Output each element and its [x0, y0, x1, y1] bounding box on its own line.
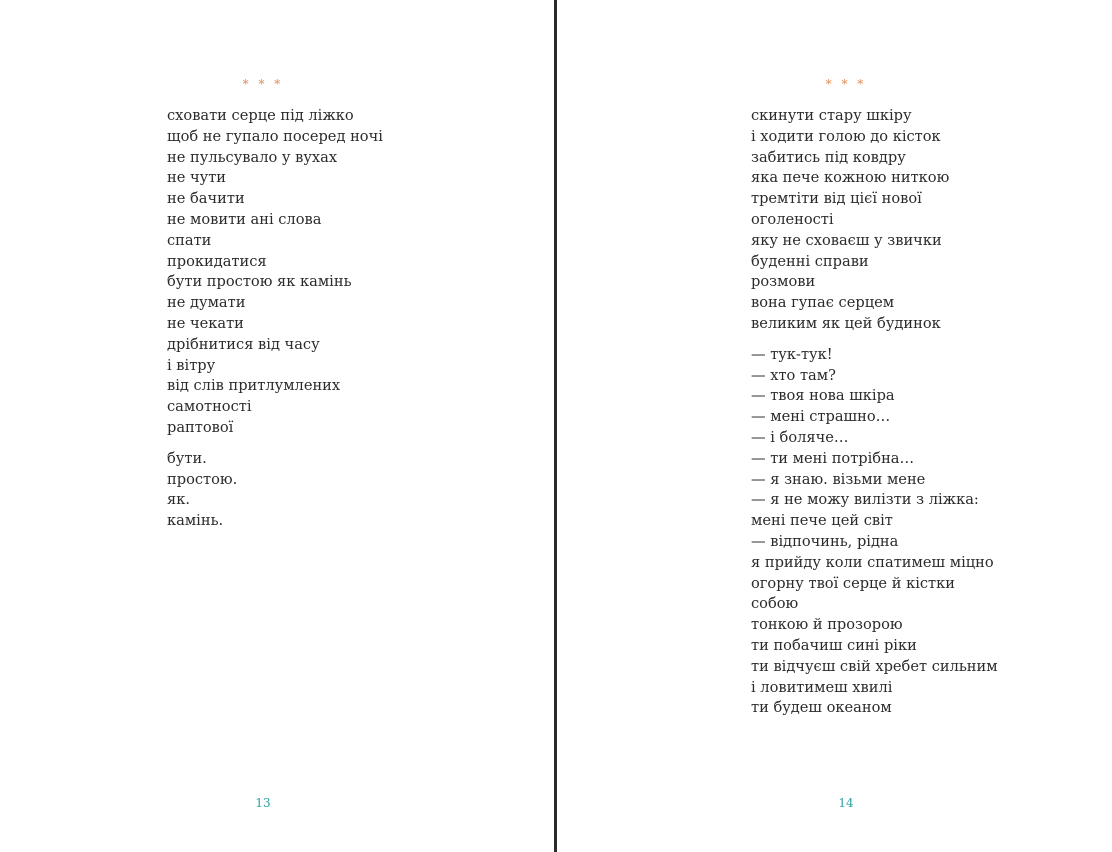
left-page [0, 0, 554, 852]
poem-line: — і боляче… [751, 428, 849, 446]
poem-line: скинути стару шкіру [751, 107, 912, 124]
poem-line: від слів притлумлених [167, 377, 341, 395]
poem-line: великим як цей будинок [751, 314, 941, 332]
poem-line: — я знаю. візьми мене [751, 470, 926, 488]
poem-line: розмови [751, 273, 816, 291]
stanza [167, 449, 383, 532]
poem-line: не думати [167, 294, 246, 312]
poem-line: не чекати [167, 314, 244, 332]
poem-line: огорну твої серце й кістки [751, 574, 955, 592]
poem-line: мені пече цей світ [751, 512, 893, 530]
poem-right [751, 106, 998, 729]
poem-line: — мені страшно… [751, 408, 891, 426]
poem-line: ти побачиш сині ріки [751, 636, 917, 654]
poem-line: — тук-тук! [751, 345, 833, 363]
poem-line: бути. [167, 449, 207, 467]
poem-line: камінь. [167, 512, 224, 530]
poem-line: буденні справи [751, 252, 869, 270]
poem-line: не пульсувало у вухах [167, 148, 338, 166]
poem-line: тремтіти від цієї нової [751, 190, 922, 208]
poem-line: не чути [167, 169, 227, 187]
poem-line: прокидатися [167, 252, 267, 270]
page-number: 13 [255, 796, 271, 810]
poem-line: собою [751, 595, 799, 613]
section-ornament: * * * [242, 77, 284, 91]
poem-line: яка пече кожною ниткою [751, 169, 950, 187]
right-page [557, 0, 1112, 852]
poem-line: ти будеш океаном [751, 699, 892, 717]
poem-line: не мовити ані слова [167, 210, 322, 228]
page-number: 14 [838, 796, 854, 810]
poem-line: оголеності [751, 210, 834, 228]
poem-line: яку не сховаєш у звички [751, 231, 942, 249]
stanza [751, 106, 998, 335]
poem-line: і ходити голою до кісток [751, 127, 941, 145]
poem-line: бути простою як камінь [167, 273, 352, 291]
poem-line: ти відчуєш свій хребет сильним [751, 657, 998, 675]
stanza [167, 106, 383, 439]
poem-line: спати [167, 231, 212, 249]
poem-line: не бачити [167, 190, 245, 208]
poem-line: сховати серце під ліжко [167, 107, 354, 124]
poem-left [167, 106, 383, 542]
poem-line: і ловитимеш хвилі [751, 678, 893, 696]
poem-line: — я не можу вилізти з ліжка: [751, 491, 979, 509]
poem-line: забитись під ковдру [751, 148, 906, 166]
poem-line: самотності [167, 398, 252, 416]
poem-line: щоб не гупало посеред ночі [167, 127, 383, 145]
poem-line: — хто там? [751, 366, 836, 384]
section-ornament: * * * [825, 77, 867, 91]
poem-line: і вітру [167, 356, 216, 374]
poem-line: дрібнитися від часу [167, 335, 320, 353]
stanza [751, 345, 998, 719]
poem-line: раптової [167, 418, 234, 436]
poem-line: я прийду коли спатимеш міцно [751, 553, 994, 571]
poem-line: як. [167, 491, 190, 509]
poem-line: вона гупає серцем [751, 294, 895, 312]
poem-line: тонкою й прозорою [751, 616, 903, 634]
poem-line: — твоя нова шкіра [751, 387, 895, 405]
poem-line: — відпочинь, рідна [751, 532, 899, 550]
poem-line: простою. [167, 470, 238, 488]
poem-line: — ти мені потрібна… [751, 449, 915, 467]
